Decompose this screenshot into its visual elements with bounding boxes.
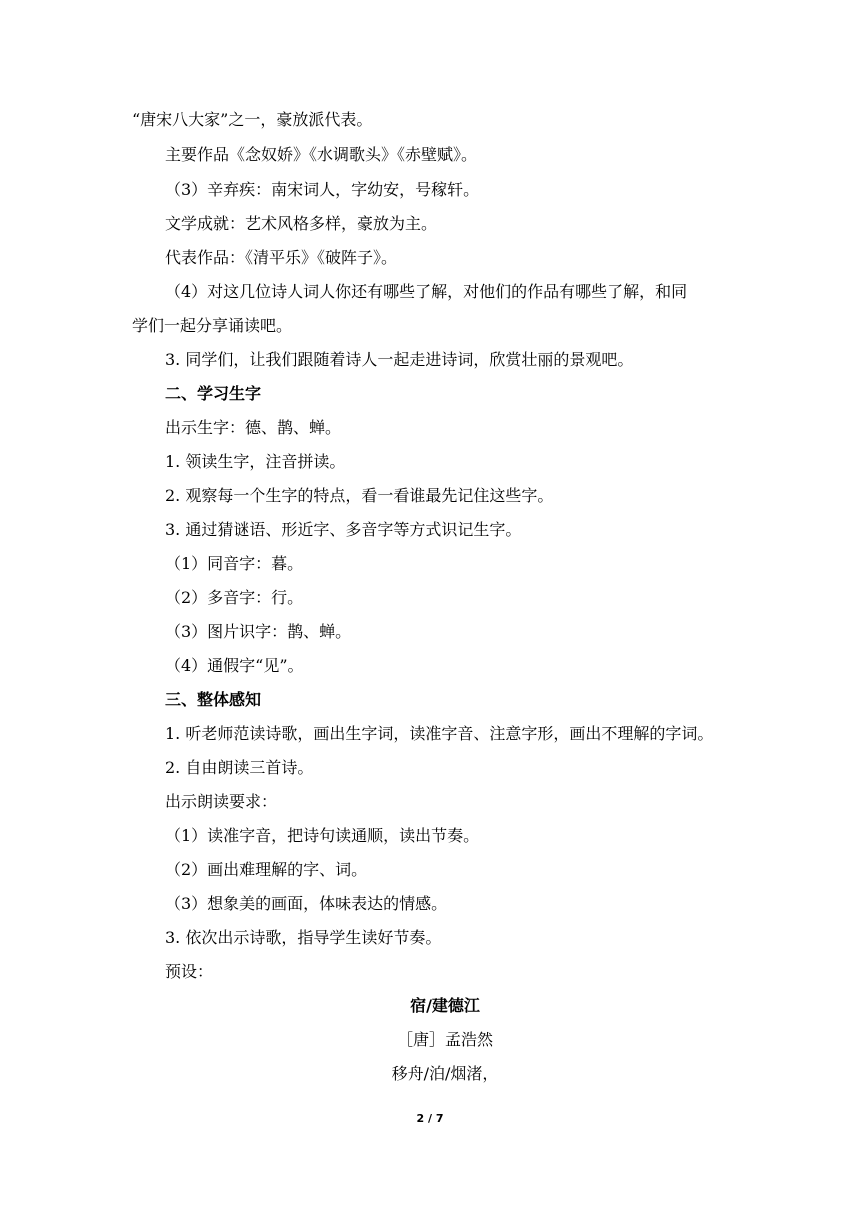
paragraph-line: “唐宋八大家”之一，豪放派代表。: [132, 110, 373, 129]
page-number: 2 / 7: [416, 1112, 444, 1125]
paragraph-line: 学们一起分享诵读吧。: [132, 316, 293, 335]
paragraph-line: （4）对这几位诗人词人你还有哪些了解，对他们的作品有哪些了解，和同: [165, 282, 688, 301]
paragraph-line: 2. 观察每一个生字的特点，看一看谁最先记住这些字。: [165, 486, 554, 505]
section-heading: 二、学习生字: [165, 384, 262, 403]
poem-author: ［唐］孟浩然: [396, 1030, 493, 1049]
paragraph-line: 2. 自由朗读三首诗。: [165, 758, 314, 777]
paragraph-line: 预设：: [165, 962, 214, 981]
paragraph-line: 3. 通过猜谜语、形近字、多音字等方式识记生字。: [165, 520, 522, 539]
paragraph-line: 1. 领读生字，注音拼读。: [165, 452, 346, 471]
paragraph-line: （3）图片识字：鹊、蝉。: [165, 622, 352, 641]
paragraph-line: （3）辛弃疾：南宋词人，字幼安，号稼轩。: [165, 180, 480, 199]
paragraph-line: 出示生字：德、鹊、蝉。: [165, 418, 342, 437]
paragraph-line: （2）画出难理解的字、词。: [165, 860, 368, 879]
paragraph-line: （4）通假字“见”。: [165, 656, 304, 675]
paragraph-line: 3. 同学们，让我们跟随着诗人一起走进诗词，欣赏壮丽的景观吧。: [165, 350, 634, 369]
paragraph-line: 主要作品《念奴娇》《水调歌头》《赤壁赋》。: [165, 145, 478, 164]
paragraph-line: （2）多音字：行。: [165, 588, 304, 607]
paragraph-line: 3. 依次出示诗歌，指导学生读好节奏。: [165, 928, 442, 947]
poem-line: 移舟/泊/烟渚，: [391, 1064, 499, 1083]
paragraph-line: （1）读准字音，把诗句读通顺，读出节奏。: [165, 826, 480, 845]
paragraph-line: 1. 听老师范读诗歌，画出生字词，读准字音、注意字形，画出不理解的字词。: [165, 724, 714, 743]
paragraph-line: 代表作品：《清平乐》《破阵子》。: [165, 248, 398, 267]
paragraph-line: （3）想象美的画面，体味表达的情感。: [165, 894, 448, 913]
poem-title: 宿/建德江: [410, 996, 480, 1015]
paragraph-line: 出示朗读要求：: [165, 792, 278, 811]
section-heading: 三、整体感知: [165, 690, 262, 709]
paragraph-line: （1）同音字：暮。: [165, 554, 304, 573]
paragraph-line: 文学成就：艺术风格多样，豪放为主。: [165, 214, 438, 233]
